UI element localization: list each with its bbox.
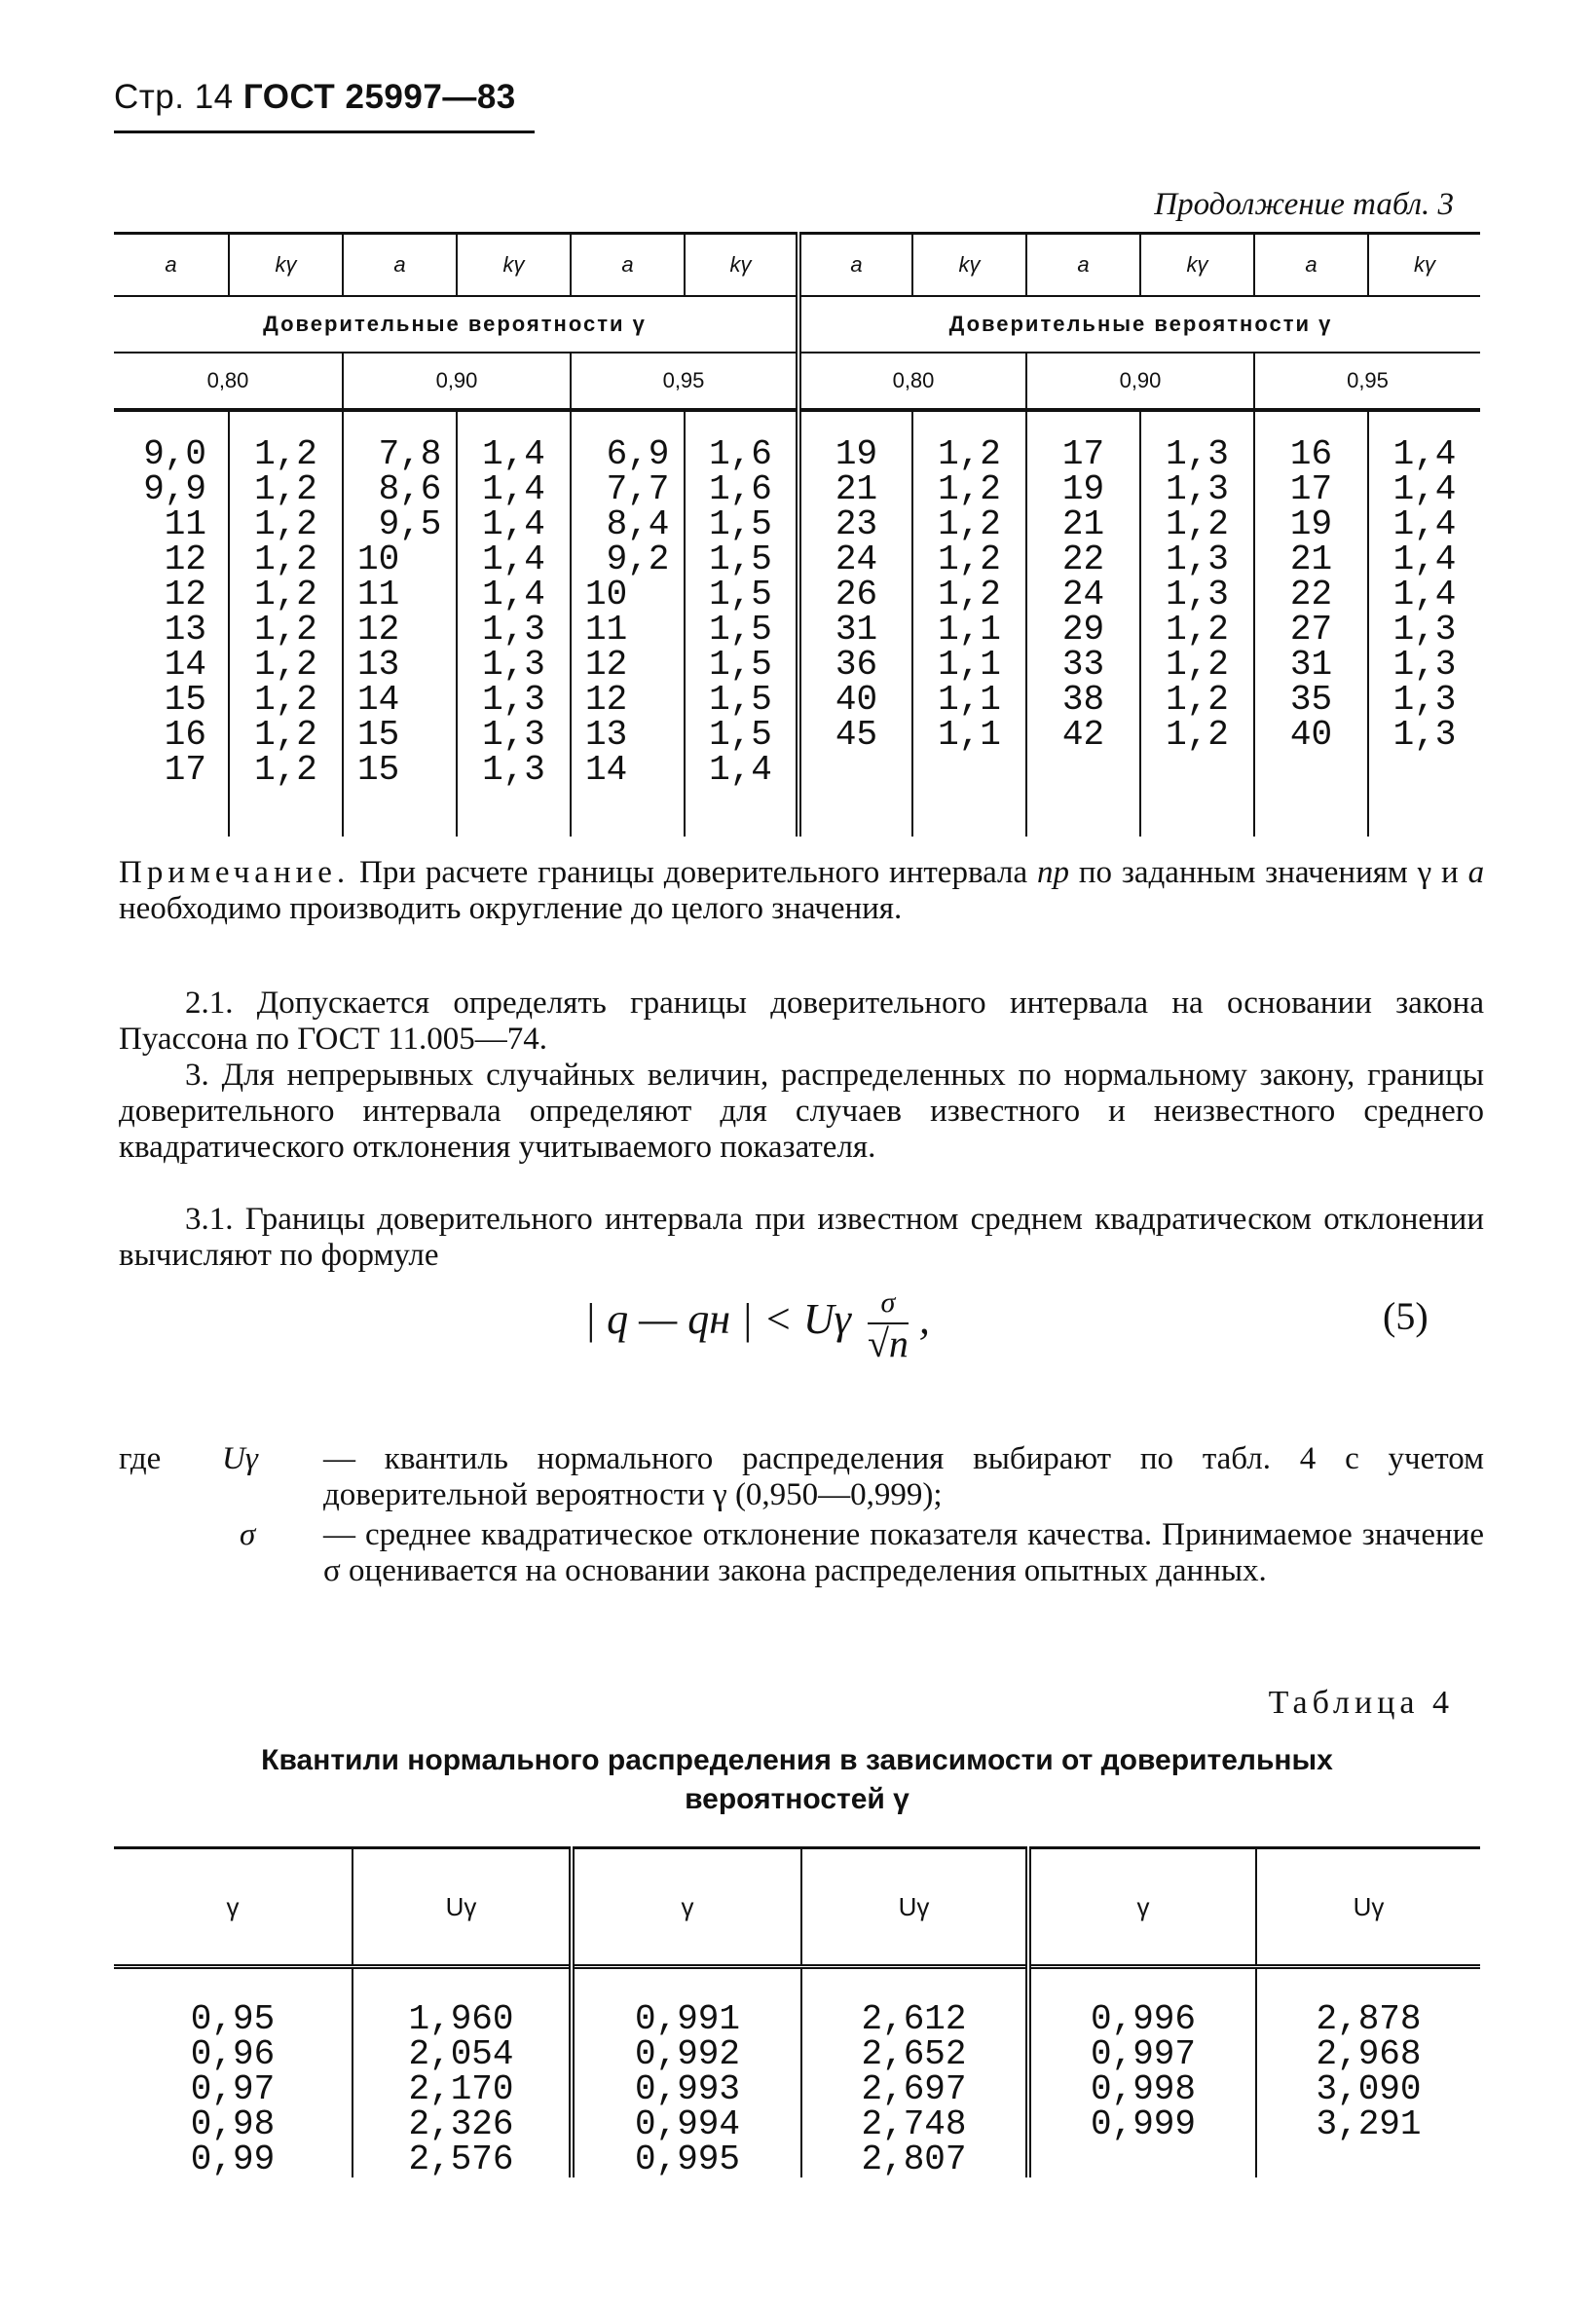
u-gamma-definition: — квантиль нормального распределения выбирают по табл. 4 с учетом доверительной вероятности γ (0,950—0,999);	[323, 1441, 1484, 1512]
col-header: a	[343, 234, 457, 297]
formula-numerator: σ	[868, 1284, 909, 1324]
col-header: a	[1026, 234, 1140, 297]
standard-number: ГОСТ 25997—83	[242, 78, 516, 116]
col-header: γ	[114, 1848, 353, 1967]
running-header	[114, 78, 516, 117]
table-body-row	[114, 410, 1480, 788]
probability-header-row	[114, 296, 1480, 353]
table-4-title-line-2: вероятностей γ	[685, 1783, 909, 1815]
col-header: kγ	[1368, 234, 1480, 297]
quantile-values: 2,878 2,968 3,090 3,291	[1256, 1967, 1480, 2178]
probability-header-left: Доверительные вероятности γ	[114, 296, 798, 353]
table-note	[119, 855, 1484, 927]
paragraph-3-1: 3.1. Границы доверительного интервала при известном среднем квадратическом отклонении вычисляют по формуле	[119, 1202, 1484, 1273]
paragraph-3: 3. Для непрерывных случайных величин, распределенных по нормальному закону, границы доверительного интервала определяют для случаев известного и неизвестного среднего квадратического отклонения учитываемого показателя.	[119, 1058, 1484, 1165]
page-number: Стр. 14	[114, 78, 234, 116]
quantile-values: 1,960 2,054 2,170 2,326 2,576	[353, 1967, 572, 2178]
header-rule	[114, 130, 535, 133]
paragraph-2-1: 2.1. Допускается определять границы доверительного интервала на основании закона Пуассона по ГОСТ 11.005—74.	[119, 986, 1484, 1057]
column-header-row	[114, 234, 1480, 297]
gamma-values: 0,996 0,997 0,998 0,999	[1028, 1967, 1256, 2178]
note-text-2: по заданным значениям γ и	[1078, 855, 1459, 890]
column-values-a: 19 21 23 24 26 31 36 40 45	[798, 410, 912, 788]
formula-5	[584, 1284, 930, 1363]
col-header: Uγ	[353, 1848, 572, 1967]
col-header: kγ	[457, 234, 571, 297]
col-header: kγ	[229, 234, 343, 297]
np-symbol: nр	[1037, 855, 1069, 890]
note-label: Примечание.	[119, 855, 351, 890]
column-values-k: 1,4 1,4 1,4 1,4 1,4 1,3 1,3 1,3 1,3 1,3	[457, 410, 571, 788]
sigma-symbol: σ	[240, 1517, 256, 1552]
table-spacer-row	[114, 788, 1480, 837]
col-header: kγ	[685, 234, 798, 297]
column-values-a: 17 19 21 22 24 29 33 38 42	[1026, 410, 1140, 788]
formula-number: (5)	[1383, 1294, 1429, 1338]
gamma-values: 0,991 0,992 0,993 0,994 0,995	[572, 1967, 801, 2178]
formula-comma: ,	[918, 1295, 930, 1344]
col-header: a	[571, 234, 685, 297]
column-values-a: 7,8 8,6 9,5 10 11 12 13 14 15 15	[343, 410, 457, 788]
col-header: γ	[572, 1848, 801, 1967]
sigma-definition: — среднее квадратическое отклонение показателя качества. Принимаемое значение σ оценивается на основании закона распределения опытных данных.	[323, 1517, 1484, 1588]
where-definitions	[119, 1441, 1484, 1636]
formula-fraction	[868, 1284, 909, 1363]
column-values-k: 1,3 1,3 1,2 1,3 1,3 1,2 1,2 1,2 1,2	[1140, 410, 1254, 788]
confidence-level: 0,95	[571, 353, 798, 410]
col-header: Uγ	[801, 1848, 1028, 1967]
table-4	[114, 1846, 1480, 2177]
table-3-continuation	[114, 232, 1480, 837]
column-values-a: 9,0 9,9 11 12 12 13 14 15 16 17	[143, 434, 206, 790]
confidence-level: 0,80	[114, 353, 343, 410]
column-values-k: 1,2 1,2 1,2 1,2 1,2 1,2 1,2 1,2 1,2 1,2	[229, 410, 343, 788]
col-header: γ	[1028, 1848, 1256, 1967]
confidence-level: 0,95	[1254, 353, 1480, 410]
column-values-a: 16 17 19 21 22 27 31 35 40	[1254, 410, 1368, 788]
a-symbol: a	[1467, 855, 1485, 890]
table-continuation-caption: Продолжение табл. 3	[1154, 187, 1454, 222]
probability-header-right: Доверительные вероятности γ	[798, 296, 1480, 353]
table-4-label: Таблица 4	[1268, 1685, 1454, 1721]
table-4-body-row	[114, 1967, 1480, 2178]
column-values-a: 6,9 7,7 8,4 9,2 10 11 12 12 13 14	[571, 410, 685, 788]
gamma-values: 0,95 0,96 0,97 0,98 0,99	[190, 1999, 276, 2179]
where-keyword: где	[119, 1441, 162, 1476]
col-header: Uγ	[1256, 1848, 1480, 1967]
table-4-title-line-1: Квантили нормального распределения в зависимости от доверительных	[261, 1744, 1333, 1776]
col-header: a	[798, 234, 912, 297]
table-4-title	[114, 1741, 1480, 1819]
confidence-level: 0,80	[798, 353, 1026, 410]
note-text-3: необходимо производить округление до целого значения.	[119, 891, 903, 926]
col-header: kγ	[1140, 234, 1254, 297]
table-4-header-row	[114, 1848, 1480, 1967]
confidence-level-row	[114, 353, 1480, 410]
u-gamma-symbol: Uγ	[222, 1441, 258, 1476]
formula-left: | q — qн | < Uγ	[584, 1295, 851, 1344]
formula-denominator: √n	[867, 1321, 909, 1365]
column-values-k: 1,2 1,2 1,2 1,2 1,2 1,1 1,1 1,1 1,1	[912, 410, 1026, 788]
col-header: kγ	[912, 234, 1026, 297]
confidence-level: 0,90	[1026, 353, 1254, 410]
confidence-level: 0,90	[343, 353, 571, 410]
column-values-k: 1,6 1,6 1,5 1,5 1,5 1,5 1,5 1,5 1,5 1,4	[685, 410, 798, 788]
column-values-k: 1,4 1,4 1,4 1,4 1,4 1,3 1,3 1,3 1,3	[1368, 410, 1480, 788]
note-text-1: При расчете границы доверительного интервала	[359, 855, 1028, 890]
col-header: a	[114, 234, 229, 297]
col-header: a	[1254, 234, 1368, 297]
quantile-values: 2,612 2,652 2,697 2,748 2,807	[801, 1967, 1028, 2178]
